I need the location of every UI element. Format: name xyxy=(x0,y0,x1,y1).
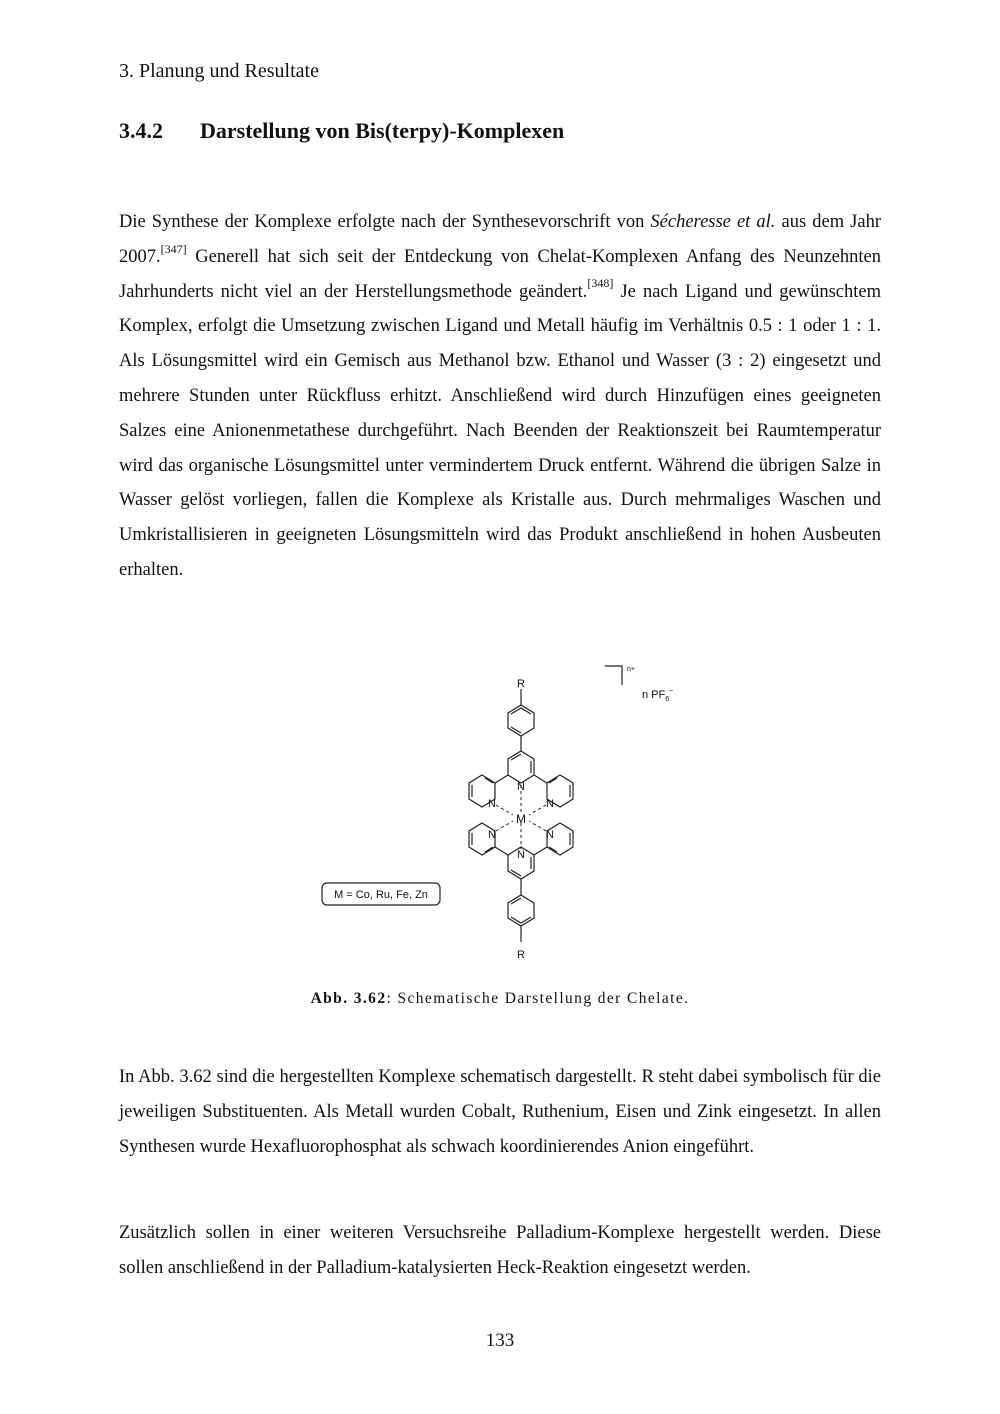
section-title: Darstellung von Bis(terpy)-Komplexen xyxy=(200,118,565,143)
caption-label: Abb. 3.62 xyxy=(310,990,387,1007)
charge-bracket xyxy=(605,666,622,685)
paragraph-text: aus dem Jahr 2007. xyxy=(119,212,881,267)
chemical-structure-figure xyxy=(300,655,720,975)
section-number: 3.4.2 xyxy=(119,118,163,143)
running-header: 3. Planung und Resultate xyxy=(119,60,319,82)
complex-charge: n+ xyxy=(627,666,635,673)
paragraph-palladium: Zusätzlich sollen in einer weiteren Versuchsreihe Palladium-Komplexe hergestellt werden. Diese sollen anschließend in der Palladium-katalysierten Heck-Reaktion eingesetzt werden. xyxy=(119,1223,881,1278)
paragraph-text: Je nach Ligand und gewünschtem Komplex, erfolgt die Umsetzung zwischen Ligand und Metall häufig im Verhältnis 0.5 : 1 oder 1 : 1. Als Lösungsmittel wird ein Gemisch aus Methanol bzw. Ethanol und Wasser (3 : 2) eingesetzt und mehrere Stunden unter Rückfluss erhitzt. Anschließend wird durch Hinzufügen eines geeigneten Salzes eine Anionenmetathese durchgeführt. Nach Beenden der Reaktionszeit bei Raumtemperatur wird das organische Lösungsmittel unter vermindertem Druck entfernt. Während die übrigen Salze in Wasser gelöst vorliegen, fallen die Komplexe als Kristalle aus. Durch mehrmaliges Waschen und Umkristallisieren in geeigneten Lösungsmitteln wird das Produkt anschließend in hohen Ausbeuten erhalten. xyxy=(119,281,881,580)
caption-text: : Schematische Darstellung der Chelate. xyxy=(386,990,690,1007)
nitrogen-label: N xyxy=(488,829,496,841)
substituent-r-bottom: R xyxy=(517,949,525,961)
paragraph-text: Generell hat sich seit der Entdeckung von Chelat-Komplexen Anfang des Neunzehnten Jahrhunderts nicht viel an der Herstellungsmethode geändert. xyxy=(119,246,881,302)
bottom-phenyl-ring xyxy=(508,895,534,926)
nitrogen-label: N xyxy=(488,798,496,810)
section-heading xyxy=(119,118,564,144)
citation-author: Sécheresse et al. xyxy=(650,212,776,232)
metal-center-label: M xyxy=(516,812,526,826)
paragraph-text: Die Synthese der Komplexe erfolgte nach der Synthesevorschrift von xyxy=(119,212,651,232)
nitrogen-label: N xyxy=(546,798,554,810)
paragraph-synthesis xyxy=(119,205,881,588)
metal-legend-text: M = Co, Ru, Fe, Zn xyxy=(334,889,428,901)
substituent-r-top: R xyxy=(517,678,525,690)
counterion-label: n $PF_6^-$ xyxy=(642,688,674,703)
top-central-pyridine xyxy=(508,751,534,783)
nitrogen-label: N xyxy=(546,829,554,841)
top-phenyl-ring xyxy=(508,705,534,736)
nitrogen-label: N xyxy=(517,849,525,861)
paragraph-figure-description: In Abb. 3.62 sind die hergestellten Komplexe schematisch dargestellt. R steht dabei symbolisch für die jeweiligen Substituenten. Als Metall wurden Cobalt, Ruthenium, Eisen und Zink eingesetzt. In allen Synthesen wurde Hexafluorophosphat als schwach koordinierendes Anion eingeführt. xyxy=(119,1067,881,1157)
page-number: 133 xyxy=(485,1330,515,1351)
nitrogen-label: N xyxy=(517,781,525,793)
reference-marker: [347] xyxy=(160,241,187,256)
reference-marker: [348] xyxy=(587,276,614,291)
figure-caption xyxy=(0,990,1000,1008)
bis-terpy-complex-diagram xyxy=(300,655,720,975)
